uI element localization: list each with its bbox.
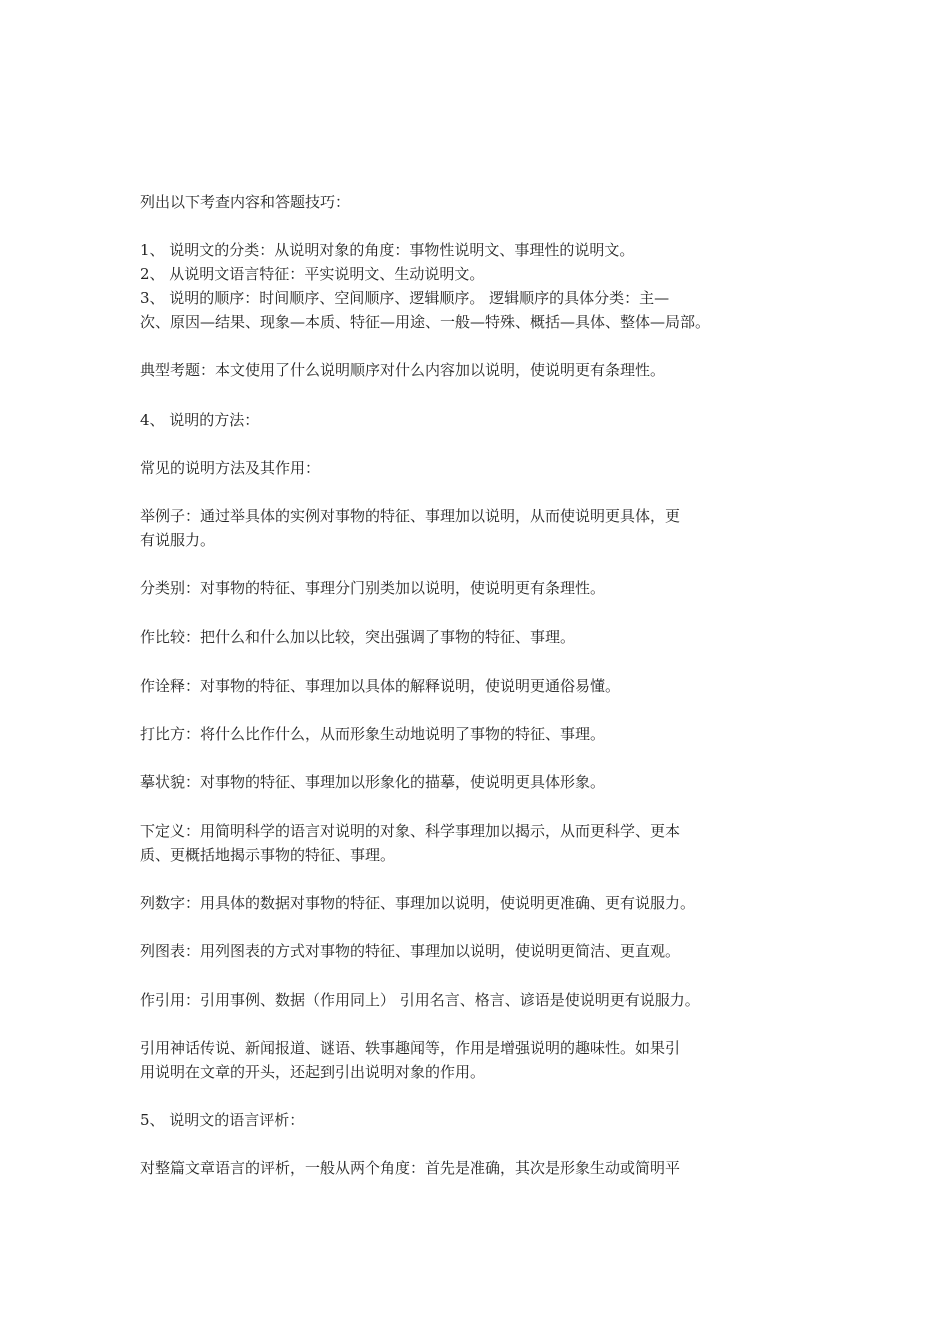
language-analysis-line-1: 对整篇文章语言的评析，一般从两个角度：首先是准确，其次是形象生动或简明平 — [140, 1159, 681, 1177]
quote-note-line-2: 用说明在文章的开头，还起到引出说明对象的作用。 — [140, 1063, 486, 1081]
method-numbers: 列数字：用具体的数据对事物的特征、事理加以说明，使说明更准确、更有说服力。 — [140, 894, 696, 912]
method-chart: 列图表：用列图表的方式对事物的特征、事理加以说明，使说明更简洁、更直观。 — [140, 942, 681, 960]
list-item-4: 4、 说明的方法： — [140, 411, 260, 429]
list-item-1: 1、 说明文的分类：从说明对象的角度：事物性说明文、事理性的说明文。 — [140, 241, 635, 259]
list-item-2: 2、 从说明文语言特征：平实说明文、生动说明文。 — [140, 265, 485, 283]
typical-question: 典型考题：本文使用了什么说明顺序对什么内容加以说明，使说明更有条理性。 — [140, 361, 666, 379]
method-quote: 作引用：引用事例、数据（作用同上） 引用名言、格言、谚语是使说明更有说服力。 — [140, 991, 700, 1009]
list-item-5: 5、 说明文的语言评析： — [140, 1111, 305, 1129]
method-example-line-1: 举例子：通过举具体的实例对事物的特征、事理加以说明，从而使说明更具体，更 — [140, 507, 681, 525]
method-describe: 摹状貌：对事物的特征、事理加以形象化的描摹，使说明更具体形象。 — [140, 773, 606, 791]
method-classify: 分类别：对事物的特征、事理分门别类加以说明，使说明更有条理性。 — [140, 579, 606, 597]
quote-note-line-1: 引用神话传说、新闻报道、谜语、轶事趣闻等，作用是增强说明的趣味性。如果引 — [140, 1039, 681, 1057]
list-item-3-line-2: 次、原因—结果、现象—本质、特征—用途、一般—特殊、概括—具体、整体—局部。 — [140, 313, 711, 331]
method-example-line-2: 有说服力。 — [140, 531, 216, 549]
method-explain: 作诠释：对事物的特征、事理加以具体的解释说明，使说明更通俗易懂。 — [140, 677, 621, 695]
methods-heading: 常见的说明方法及其作用： — [140, 459, 321, 477]
list-item-3-line-1: 3、 说明的顺序：时间顺序、空间顺序、逻辑顺序。 逻辑顺序的具体分类：主— — [140, 289, 670, 307]
method-define-line-1: 下定义：用简明科学的语言对说明的对象、科学事理加以揭示，从而更科学、更本 — [140, 822, 681, 840]
method-analogy: 打比方：将什么比作什么，从而形象生动地说明了事物的特征、事理。 — [140, 725, 606, 743]
method-compare: 作比较：把什么和什么加以比较，突出强调了事物的特征、事理。 — [140, 628, 576, 646]
intro-text: 列出以下考查内容和答题技巧： — [140, 193, 351, 211]
method-define-line-2: 质、更概括地揭示事物的特征、事理。 — [140, 846, 396, 864]
